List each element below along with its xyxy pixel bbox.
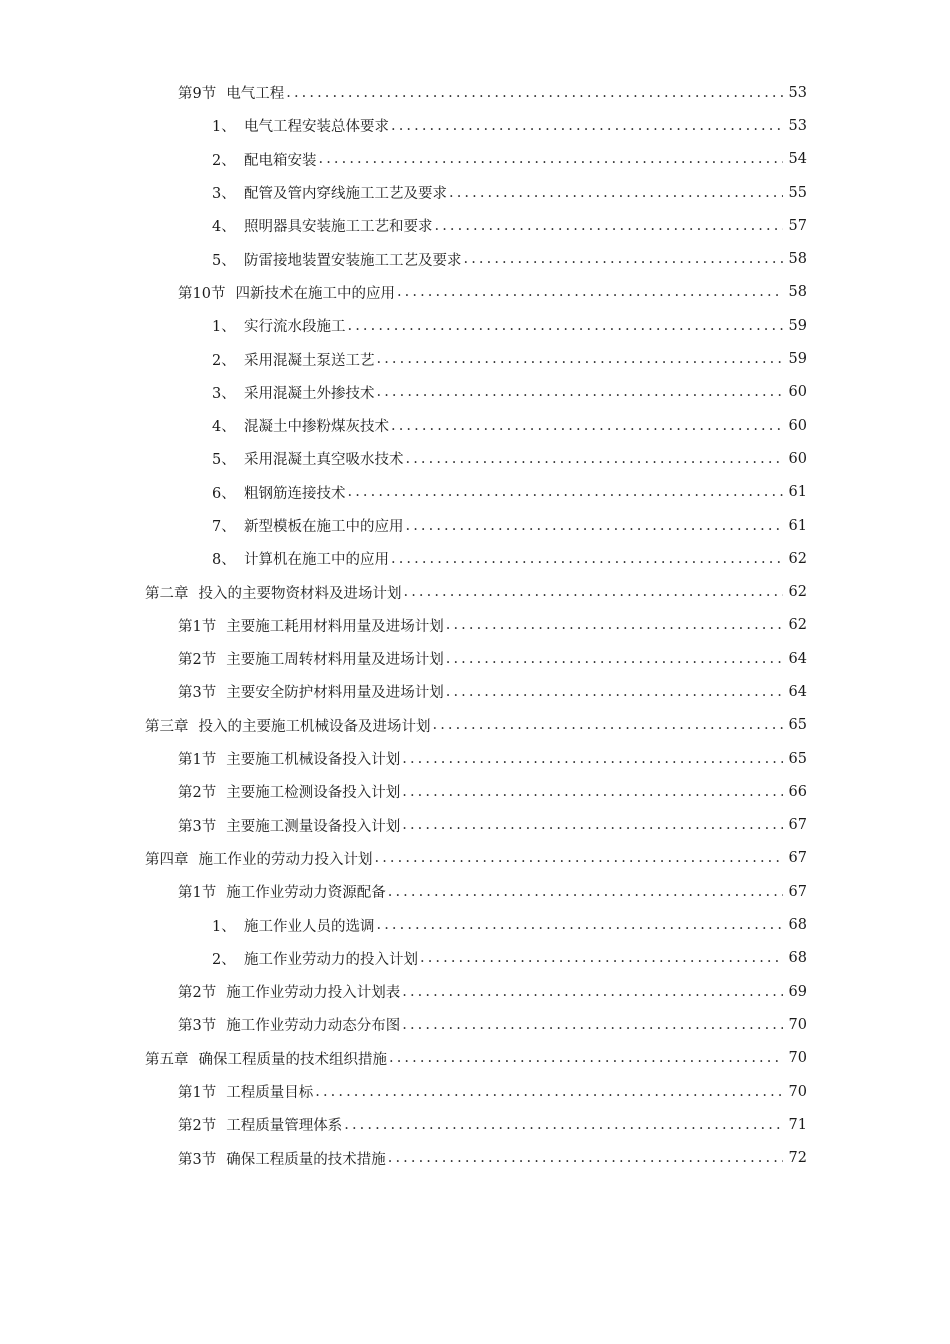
toc-dot-leader [377,917,784,933]
toc-entry-number: 第3节 [178,1018,217,1035]
toc-dot-leader [402,984,783,1000]
toc-entry[interactable] [0,342,950,375]
toc-entry-number: 第3节 [178,685,217,702]
toc-entry-label [212,515,404,536]
toc-entry-page-number: 54 [788,151,807,168]
toc-entry-label [178,648,444,669]
toc-entry-page-number: 53 [788,117,807,134]
toc-entry[interactable] [0,376,950,409]
toc-entry[interactable] [0,775,950,808]
toc-entry-page-number: 68 [788,917,807,934]
toc-entry-number: 2、 [212,352,236,369]
toc-entry-number: 第五章 [145,1051,189,1068]
toc-entry-number: 第2节 [178,652,217,669]
toc-entry-number: 第三章 [145,718,189,735]
toc-dot-leader [377,351,784,367]
toc-dot-leader [406,451,784,467]
toc-entry[interactable] [0,242,950,275]
toc-entry-label [212,448,404,469]
toc-dot-leader [420,950,783,966]
toc-entry-label [212,182,447,203]
toc-dot-leader [406,518,784,534]
toc-entry-page-number: 64 [788,683,807,700]
toc-entry-label [178,881,386,902]
table-of-contents [0,76,950,1175]
toc-entry-title: 施工作业人员的选调 [244,918,375,935]
toc-entry[interactable] [0,675,950,708]
toc-entry-label [212,415,389,436]
toc-entry-label [145,582,402,603]
toc-dot-leader [433,717,784,733]
toc-entry[interactable] [0,76,950,109]
toc-entry-page-number: 67 [788,883,807,900]
toc-entry[interactable] [0,742,950,775]
toc-entry-page-number: 53 [788,84,807,101]
toc-dot-leader [446,651,783,667]
toc-entry-number: 4、 [212,419,236,436]
toc-entry[interactable] [0,109,950,142]
toc-entry-page-number: 60 [788,417,807,434]
toc-entry-title: 施工作业劳动力投入计划表 [226,985,401,1002]
toc-entry-page-number: 62 [788,550,807,567]
toc-entry-title: 主要安全防护材料用量及进场计划 [226,685,444,702]
toc-entry-number: 第2节 [178,785,217,802]
toc-entry-label [178,748,400,769]
toc-entry[interactable] [0,1108,950,1141]
toc-entry-page-number: 70 [788,1083,807,1100]
toc-entry-page-number: 60 [788,450,807,467]
toc-entry-number: 7、 [212,519,236,535]
toc-entry-label [212,215,433,236]
toc-entry-page-number: 58 [788,251,807,268]
toc-entry[interactable] [0,209,950,242]
toc-entry-title: 主要施工测量设备投入计划 [226,818,401,835]
toc-entry[interactable] [0,176,950,209]
toc-dot-leader [402,1017,783,1033]
toc-entry-label [178,1014,400,1035]
toc-entry-title: 照明器具安装施工工艺和要求 [244,219,433,236]
toc-entry-title: 新型模板在施工中的应用 [244,519,404,535]
toc-entry-title: 施工作业劳动力资源配备 [226,885,386,902]
toc-entry-title: 采用混凝土泵送工艺 [244,352,375,369]
toc-entry-title: 电气工程 [226,86,285,103]
toc-entry-label [178,1148,386,1169]
toc-entry-title: 采用混凝土真空吸水技术 [244,452,404,469]
toc-entry-number: 8、 [212,552,236,569]
toc-dot-leader [389,1050,783,1066]
toc-dot-leader [435,218,784,234]
toc-entry-page-number: 59 [788,317,807,334]
toc-entry-number: 第1节 [178,1085,217,1102]
toc-entry[interactable] [0,1075,950,1108]
toc-dot-leader [404,584,784,600]
toc-entry-label [212,149,317,170]
toc-entry[interactable] [0,476,950,509]
toc-entry[interactable] [0,1142,950,1175]
toc-dot-leader [446,617,783,633]
toc-entry-page-number: 58 [788,284,807,301]
toc-entry-page-number: 61 [788,517,807,534]
toc-entry[interactable] [0,875,950,908]
toc-entry-page-number: 60 [788,384,807,401]
toc-entry-label [212,249,462,270]
toc-dot-leader [375,850,784,866]
toc-entry[interactable] [0,908,950,941]
toc-dot-leader [402,751,783,767]
toc-entry-title: 混凝土中掺粉煤灰技术 [244,419,389,436]
toc-entry[interactable] [0,276,950,309]
toc-entry-label [178,1114,342,1135]
toc-entry[interactable] [0,975,950,1008]
toc-entry-page-number: 72 [788,1150,807,1167]
toc-entry-title: 投入的主要物资材料及进场计划 [198,585,402,602]
toc-entry-number: 1、 [212,119,236,136]
toc-entry[interactable] [0,1042,950,1075]
toc-entry-page-number: 59 [788,351,807,368]
toc-entry-title: 施工作业劳动力动态分布图 [226,1018,401,1035]
toc-entry-number: 4、 [212,219,236,236]
toc-entry-label [212,548,389,569]
toc-entry-page-number: 64 [788,650,807,667]
toc-dot-leader [391,118,783,134]
toc-entry-page-number: 66 [788,783,807,800]
toc-entry-number: 6、 [212,485,236,502]
toc-entry-title: 施工作业劳动力的投入计划 [244,951,418,968]
toc-entry-page-number: 61 [788,484,807,501]
toc-entry-title: 采用混凝土外掺技术 [244,385,375,402]
toc-entry-title: 防雷接地装置安装施工工艺及要求 [244,252,462,269]
toc-entry-number: 3、 [212,385,236,402]
toc-entry-title: 工程质量管理体系 [226,1118,343,1135]
toc-dot-leader [391,418,783,434]
toc-entry-title: 计算机在施工中的应用 [244,552,389,569]
toc-entry-title: 粗钢筋连接技术 [244,485,346,502]
toc-entry-label [178,981,400,1002]
toc-entry-number: 1、 [212,319,236,336]
toc-dot-leader [402,784,783,800]
toc-entry-page-number: 55 [788,184,807,201]
toc-entry-title: 电气工程安装总体要求 [244,119,389,136]
toc-entry[interactable] [0,942,950,975]
toc-dot-leader [464,251,784,267]
toc-entry-title: 工程质量目标 [226,1085,314,1102]
toc-entry-label [145,848,373,869]
toc-entry[interactable] [0,842,950,875]
toc-dot-leader [348,484,784,500]
toc-entry-label [178,282,395,303]
toc-entry-label [212,948,418,969]
toc-entry-number: 5、 [212,452,236,469]
toc-entry-title: 主要施工周转材料用量及进场计划 [226,652,444,669]
toc-entry-title: 四新技术在施工中的应用 [235,285,395,302]
toc-entry[interactable] [0,709,950,742]
toc-entry-number: 5、 [212,252,236,269]
toc-entry[interactable] [0,542,950,575]
toc-entry-page-number: 68 [788,950,807,967]
toc-entry-title: 实行流水段施工 [244,319,346,336]
toc-dot-leader [391,551,783,567]
toc-entry-title: 投入的主要施工机械设备及进场计划 [198,718,431,735]
toc-entry-page-number: 62 [788,617,807,634]
toc-entry-page-number: 69 [788,983,807,1000]
toc-entry-label [178,615,444,636]
toc-entry-title: 确保工程质量的技术组织措施 [198,1051,387,1068]
toc-entry[interactable] [0,442,950,475]
toc-entry[interactable] [0,509,950,542]
toc-entry-title: 确保工程质量的技术措施 [226,1151,386,1168]
toc-entry-page-number: 70 [788,1016,807,1033]
toc-entry-label [178,1081,313,1102]
toc-entry[interactable] [0,609,950,642]
toc-entry-number: 2、 [212,951,236,968]
toc-entry-number: 第1节 [178,885,217,902]
toc-dot-leader [402,817,783,833]
toc-entry-label [212,482,346,503]
toc-entry-page-number: 65 [788,750,807,767]
toc-entry-number: 第1节 [178,752,217,769]
toc-entry[interactable] [0,409,950,442]
toc-dot-leader [315,1084,783,1100]
toc-entry-title: 主要施工耗用材料用量及进场计划 [226,618,444,635]
toc-entry-page-number: 62 [788,584,807,601]
toc-entry-number: 第9节 [178,86,217,103]
toc-entry-label [178,815,400,836]
toc-entry-title: 主要施工检测设备投入计划 [226,785,401,802]
toc-entry[interactable] [0,575,950,608]
toc-entry-label [145,715,431,736]
toc-entry-label [212,349,375,370]
toc-entry[interactable] [0,809,950,842]
toc-entry-number: 第2节 [178,985,217,1002]
toc-entry-label [212,382,375,403]
toc-dot-leader [319,151,784,167]
toc-entry-number: 2、 [212,152,236,169]
toc-dot-leader [344,1117,783,1133]
toc-entry-label [212,915,375,936]
toc-entry-number: 第3节 [178,1151,217,1168]
toc-entry-label [212,315,346,336]
toc-entry-number: 第2节 [178,1118,217,1135]
toc-entry-title: 配电箱安装 [244,152,317,169]
toc-entry-title: 主要施工机械设备投入计划 [226,752,401,769]
toc-entry-label [212,115,389,136]
toc-entry-label [178,781,400,802]
toc-entry[interactable] [0,143,950,176]
toc-entry-label [145,1048,387,1069]
toc-entry[interactable] [0,642,950,675]
toc-entry-number: 3、 [212,186,236,203]
toc-entry-page-number: 65 [788,717,807,734]
toc-dot-leader [446,684,783,700]
toc-entry-title: 施工作业的劳动力投入计划 [198,851,373,868]
toc-dot-leader [449,185,783,201]
toc-entry-number: 第3节 [178,818,217,835]
toc-entry-number: 第二章 [145,585,189,602]
toc-entry-number: 第10节 [178,285,226,302]
toc-dot-leader [377,384,784,400]
toc-entry-page-number: 57 [788,217,807,234]
toc-entry-number: 第四章 [145,851,189,868]
toc-dot-leader [286,85,783,101]
toc-entry-label [178,681,444,702]
toc-entry-number: 1、 [212,918,236,935]
toc-entry[interactable] [0,309,950,342]
toc-entry-label [178,82,284,103]
toc-entry-page-number: 67 [788,817,807,834]
toc-entry-page-number: 70 [788,1050,807,1067]
toc-entry-page-number: 67 [788,850,807,867]
toc-dot-leader [348,318,784,334]
toc-dot-leader [397,284,783,300]
toc-entry-number: 第1节 [178,618,217,635]
toc-dot-leader [388,884,783,900]
toc-dot-leader [388,1150,783,1166]
toc-entry-title: 配管及管内穿线施工工艺及要求 [244,186,447,203]
toc-entry-page-number: 71 [788,1116,807,1133]
toc-entry[interactable] [0,1008,950,1041]
